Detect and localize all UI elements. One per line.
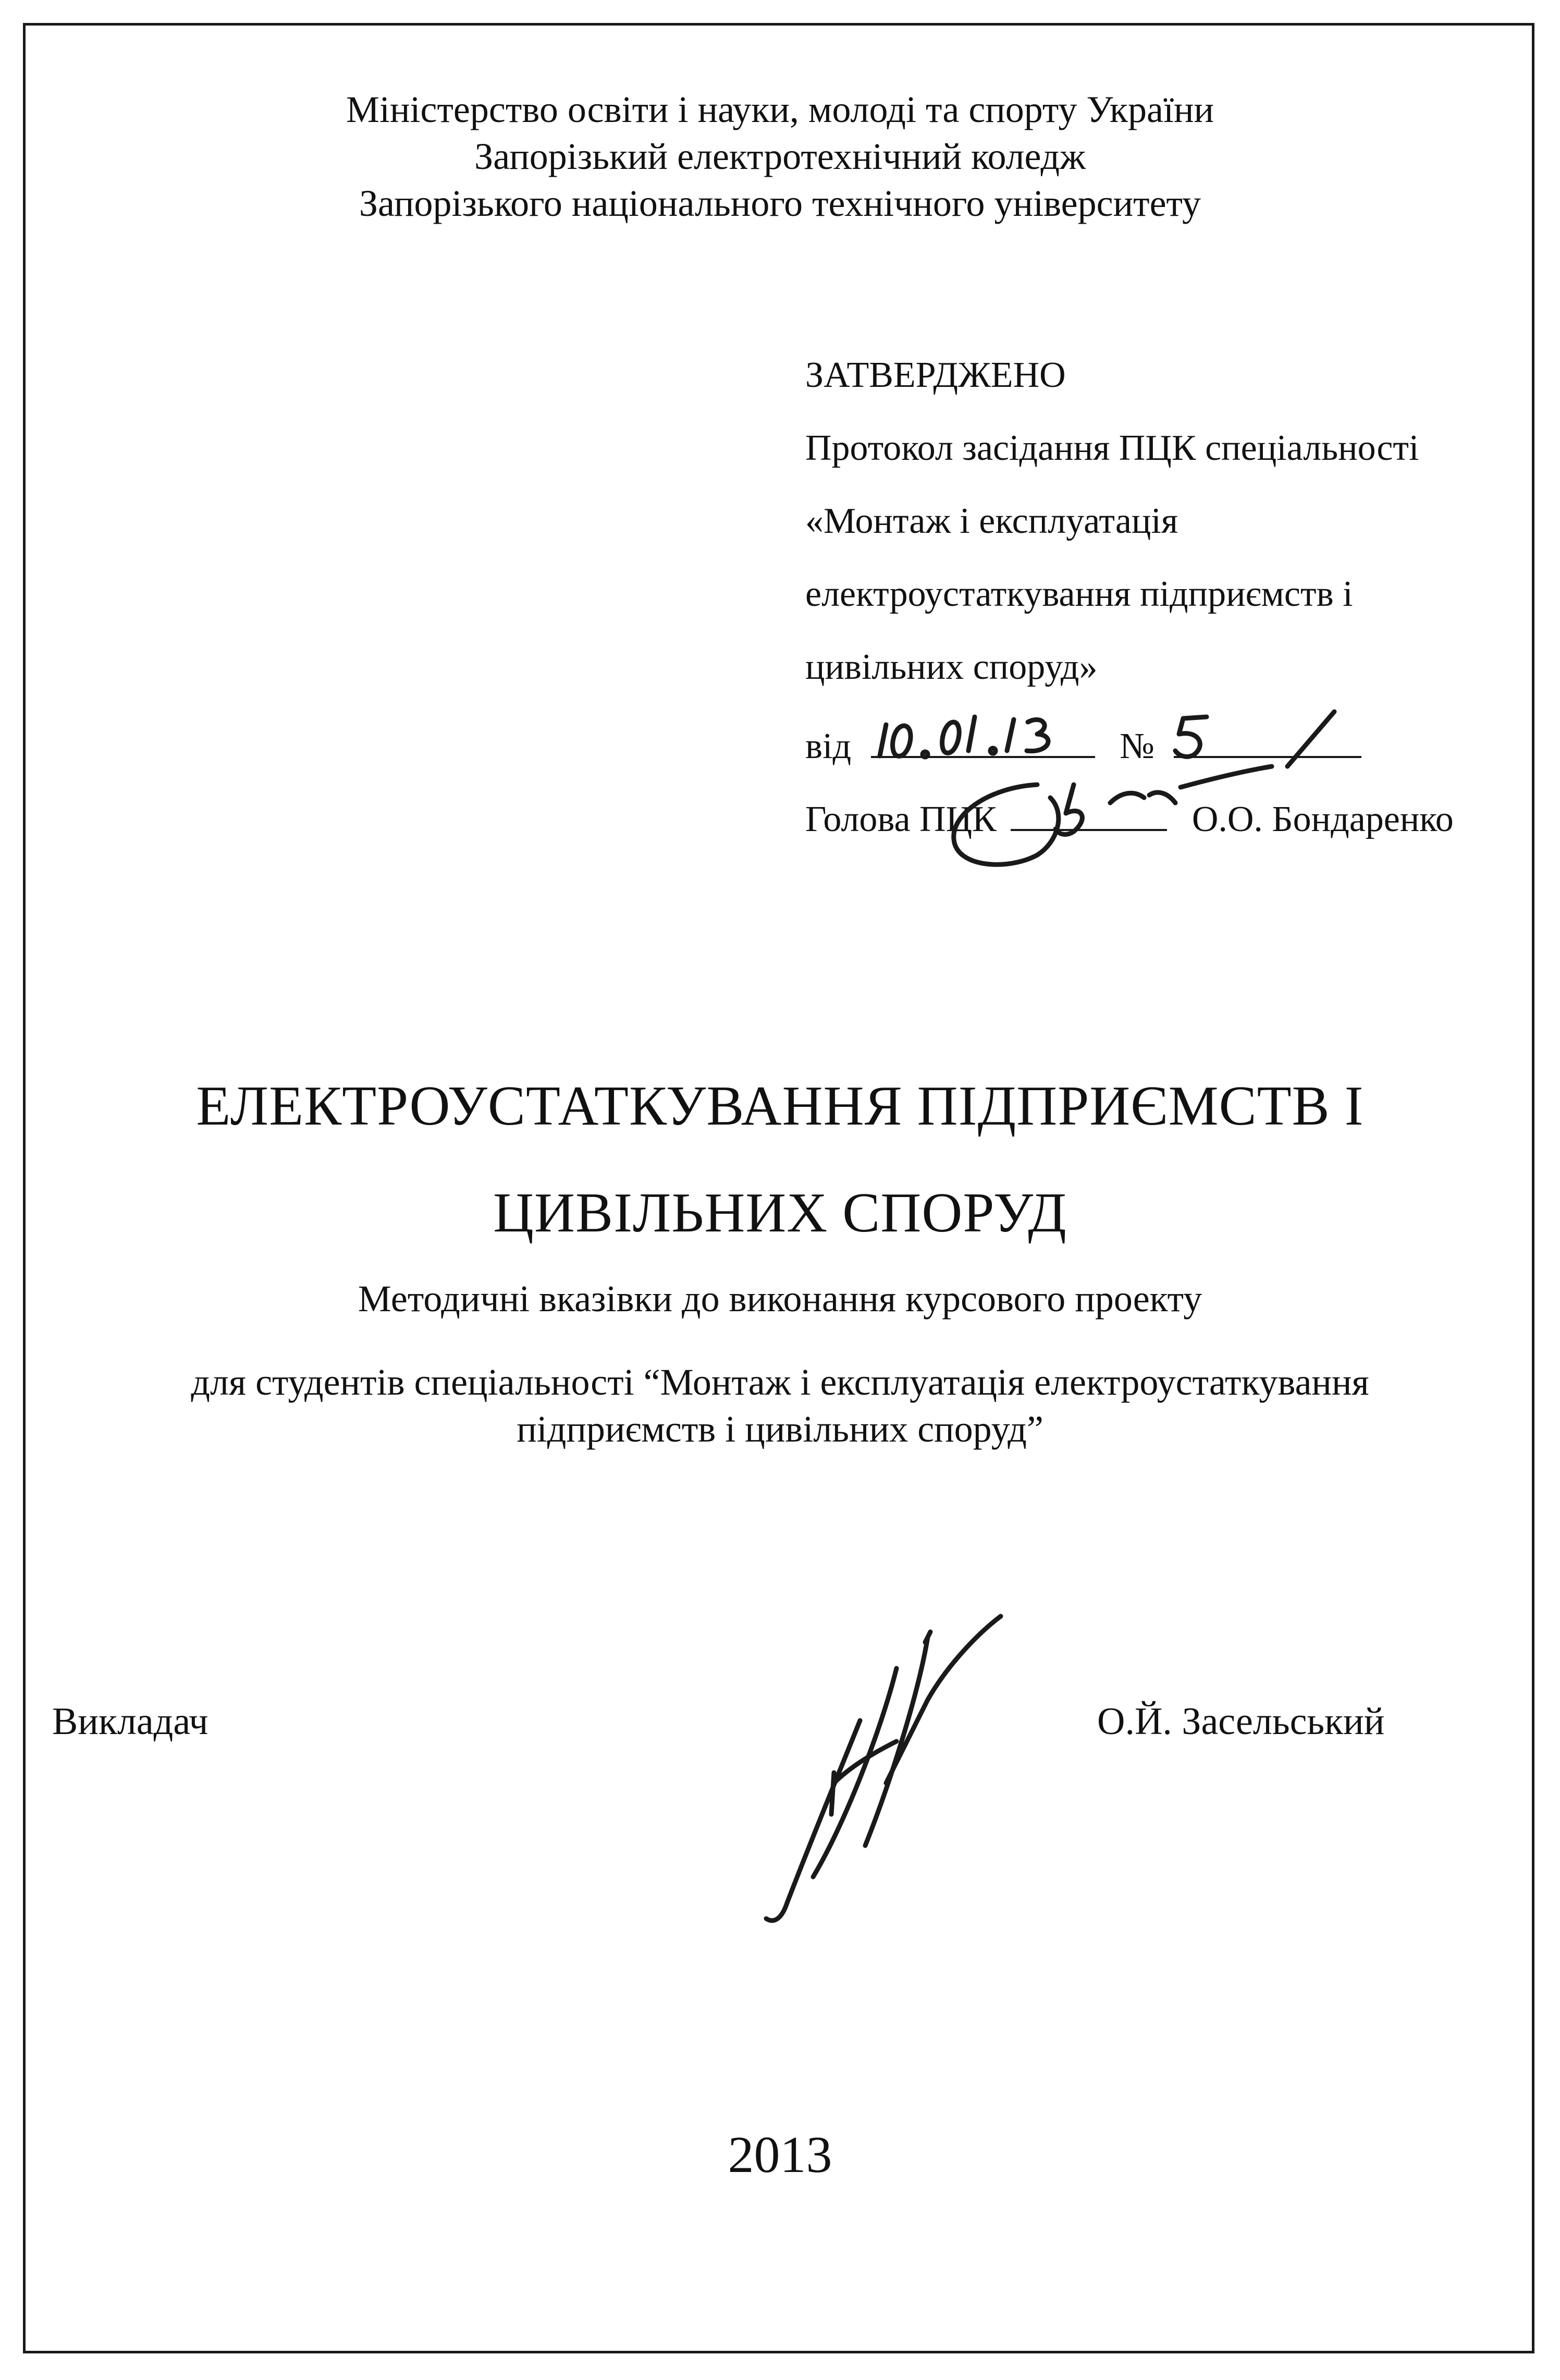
- audience-line-2: підприємств і цивільних споруд”: [517, 1408, 1043, 1450]
- teacher-name: О.Й. Засельський: [1097, 1700, 1385, 1743]
- handwritten-date: [880, 717, 1048, 757]
- approval-specialty-line-2: електроустаткування підприємств і: [805, 574, 1353, 614]
- date-label: від: [805, 726, 852, 766]
- approval-specialty-line-1: «Монтаж і експлуатація: [805, 501, 1178, 541]
- teacher-signature: [766, 1616, 1001, 1921]
- handwritten-number: [1175, 717, 1207, 756]
- university-heading: Запорізького національного технічного університету: [359, 182, 1201, 224]
- number-label: №: [1120, 726, 1154, 766]
- head-label: Голова ПЦК: [805, 799, 997, 839]
- approved-stamp-title: ЗАТВЕРДЖЕНО: [805, 355, 1066, 395]
- document-subtitle: Методичні вказівки до виконання курсового проекту: [358, 1278, 1202, 1320]
- document-title-line-1: ЕЛЕКТРОУСТАТКУВАННЯ ПІДПРИЄМСТВ І: [196, 1075, 1364, 1137]
- audience-line-1: для студентів спеціальності “Монтаж і експлуатація електроустаткування: [191, 1361, 1369, 1403]
- document-title-line-2: ЦИВІЛЬНИХ СПОРУД: [493, 1182, 1067, 1244]
- head-signature: [954, 766, 1272, 864]
- approval-protocol-line: Протокол засідання ПЦК спеціальності: [805, 428, 1419, 468]
- publication-year: 2013: [728, 2126, 832, 2183]
- head-name: О.О. Бондаренко: [1192, 799, 1454, 839]
- ministry-heading: Міністерство освіти і науки, молоді та спорту України: [346, 89, 1214, 130]
- number-slash-mark: [1287, 712, 1334, 766]
- approval-specialty-line-3: цивільних споруд»: [805, 647, 1098, 687]
- teacher-label: Викладач: [52, 1700, 208, 1743]
- college-heading: Запорізький електротехнічний коледж: [474, 136, 1086, 177]
